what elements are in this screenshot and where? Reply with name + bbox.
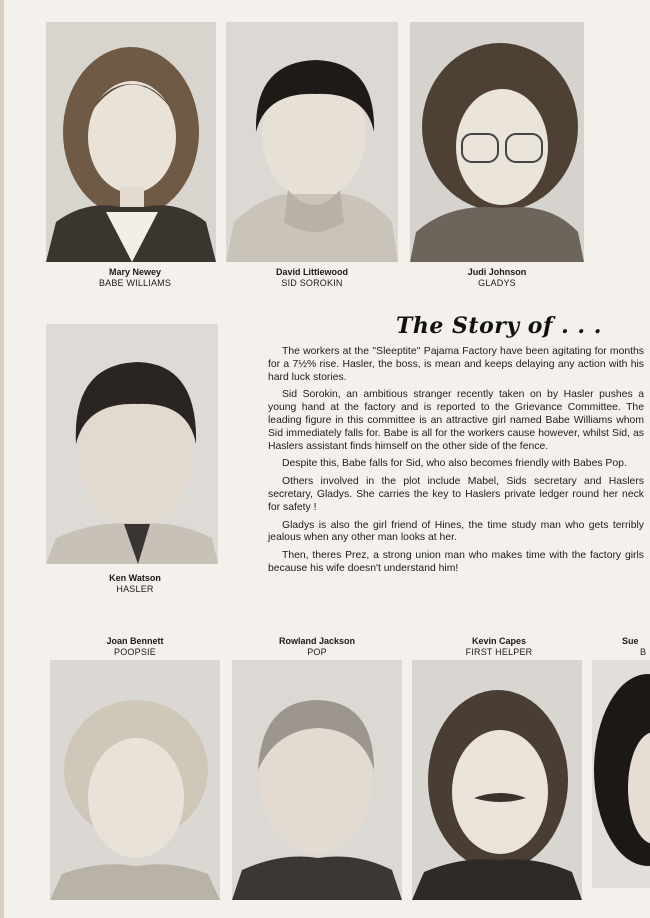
cast-name: Judi Johnson	[467, 267, 527, 277]
story-paragraph: Then, theres Prez, a strong union man who makes time with the factory girls because his wife doesn't understand him!	[268, 550, 644, 574]
story-paragraph: Despite this, Babe falls for Sid, who also becomes friendly with Babes Pop.	[282, 458, 627, 470]
story-paragraph: The workers at the ''Sleeptite'' Pajama Factory have been agitating for months for a 7½% rise. Hasler, the boss, is mean and keeps delaying any action with his hard luck stories.	[268, 346, 644, 383]
cast-role: FIRST HELPER	[465, 647, 533, 657]
cast-caption	[46, 267, 224, 289]
cast-caption	[414, 636, 584, 658]
portrait-image	[592, 660, 650, 888]
portrait-image	[226, 22, 398, 262]
portrait-photo	[226, 22, 398, 262]
portrait-image	[46, 324, 218, 564]
cast-role: POP	[307, 647, 327, 657]
portrait-photo	[46, 324, 218, 564]
portrait-image	[410, 22, 584, 262]
cast-role: SID SOROKIN	[281, 278, 343, 288]
cast-role: B	[640, 647, 647, 657]
portrait-image	[46, 22, 216, 262]
cast-name: Ken Watson	[109, 573, 161, 583]
cast-role: BABE WILLIAMS	[98, 278, 172, 288]
cast-role: GLADYS	[478, 278, 516, 288]
story-title: The Story of . . .	[396, 313, 602, 339]
portrait-photo	[592, 660, 650, 888]
cast-caption	[50, 636, 220, 658]
cast-name: Joan Bennett	[106, 636, 164, 646]
portrait-photo	[46, 22, 216, 262]
portrait-image	[412, 660, 582, 900]
story-paragraph: Others involved in the plot include Mabel, Sids secretary and Haslers secretary, Gladys. She carries the key to Haslers private ledger round her neck for safety !	[268, 476, 644, 513]
cast-caption	[46, 573, 224, 595]
portrait-photo	[412, 660, 582, 900]
cast-role: POOPSIE	[114, 647, 156, 657]
portrait-photo	[50, 660, 220, 900]
portrait-image	[50, 660, 220, 900]
story-paragraph: Sid Sorokin, an ambitious stranger recently taken on by Hasler pushes a young hand at the factory and is reported to the Grievance Committee. The leading figure in this committee is an attractive girl named Babe Williams whom Sid immediately falls for. Babe is all for the workers cause however, whilst Sid, as Haslers assistant finds himself on the other side of the fence.	[268, 389, 644, 452]
cast-name: Rowland Jackson	[278, 636, 356, 646]
cast-caption	[410, 267, 584, 289]
cast-name: Kevin Capes	[471, 636, 527, 646]
cast-role: HASLER	[116, 584, 154, 594]
cast-caption	[622, 636, 650, 658]
cast-caption	[232, 636, 402, 658]
story-body	[268, 346, 644, 581]
cast-caption	[226, 267, 398, 289]
portrait-photo	[410, 22, 584, 262]
story-paragraph: Gladys is also the girl friend of Hines, the time study man who gets terribly jealous when any other man looks at her.	[268, 519, 644, 544]
portrait-photo	[232, 660, 402, 900]
cast-name: Mary Newey	[108, 267, 162, 277]
cast-name: David Littlewood	[276, 267, 348, 277]
page-edge	[0, 0, 4, 918]
cast-name: Sue	[622, 636, 639, 646]
portrait-image	[232, 660, 402, 900]
